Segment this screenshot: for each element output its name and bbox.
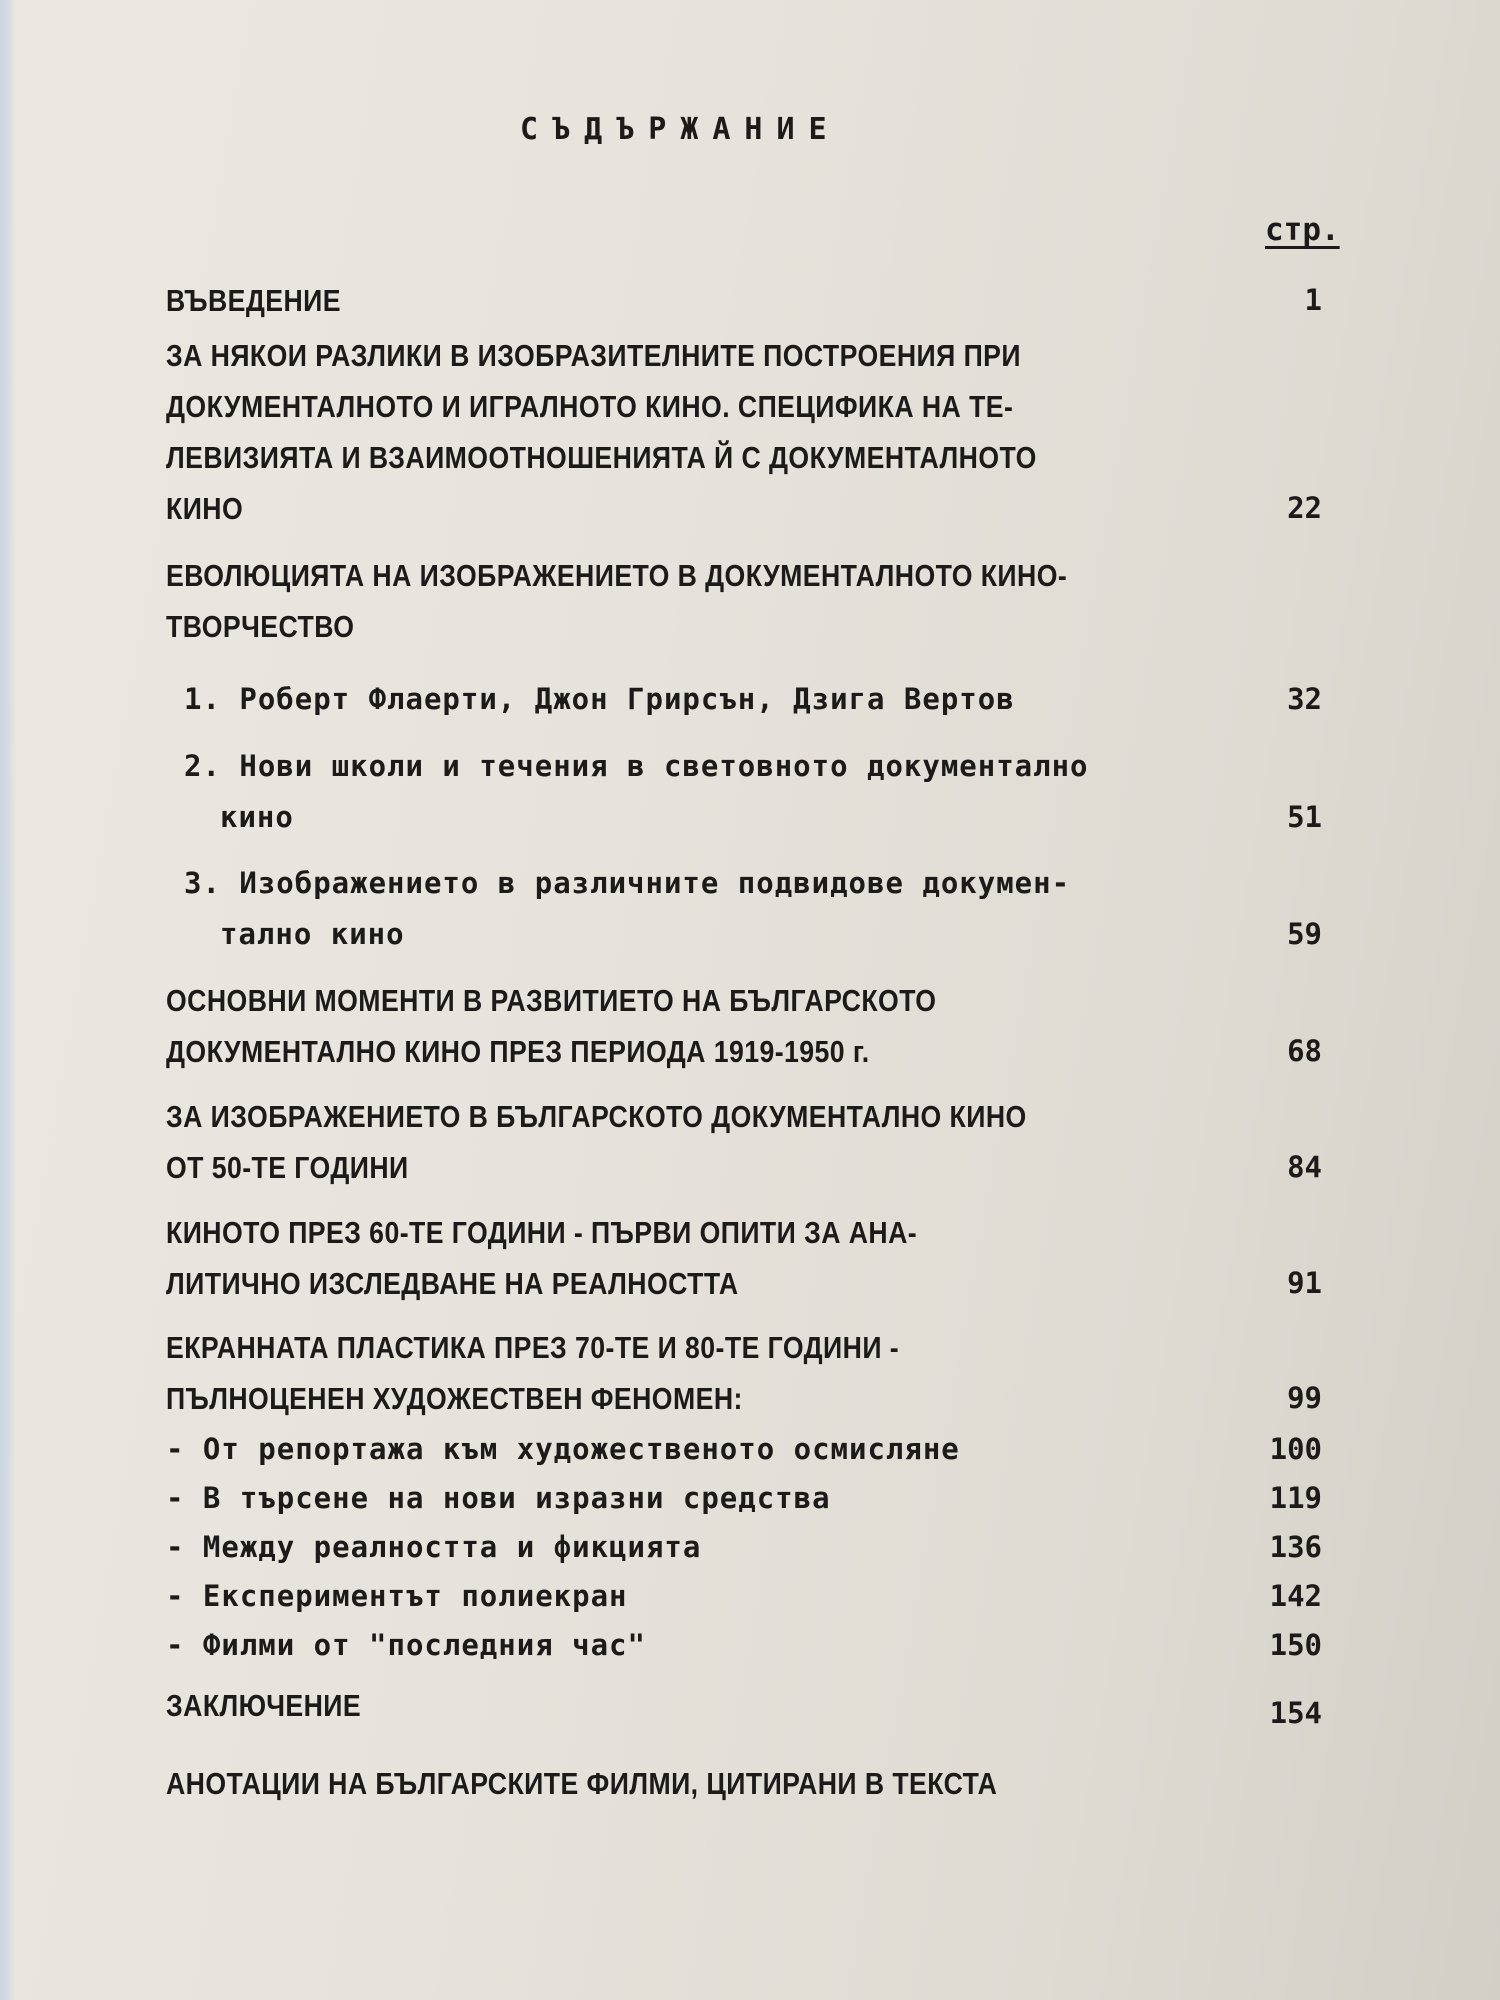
toc-entry-line: - От репортажа към художественото осмисляне [166,1432,960,1466]
toc-entry-line: ЕВОЛЮЦИЯТА НА ИЗОБРАЖЕНИЕТО В ДОКУМЕНТАЛНОТО КИНО- [166,558,1068,593]
toc-entry-line: КИНО [166,491,244,526]
toc-page-number: 100 [1269,1432,1322,1466]
toc-entry-line: ВЪВЕДЕНИЕ [166,283,341,318]
toc-entry-line: ПЪЛНОЦЕНЕН ХУДОЖЕСТВЕН ФЕНОМЕН: [166,1381,743,1416]
toc-entry-line: ДОКУМЕНТАЛНОТО И ИГРАЛНОТО КИНО. СПЕЦИФИКА НА ТЕ- [166,389,1014,424]
toc-dash-item [166,1425,1156,1474]
toc-entry-evolution [166,550,1156,652]
toc-page-number: 136 [1269,1530,1322,1564]
toc-entry-line: ТВОРЧЕСТВО [166,609,355,644]
toc-entry-line: - Между реалността и фикцията [166,1530,702,1564]
toc-subentry-3 [184,858,1174,960]
toc-page-number: 59 [1287,917,1322,951]
toc-subentry-1 [184,674,1174,725]
toc-dash-item [166,1621,1156,1670]
toc-entry-line: - Експериментът полиекран [166,1579,628,1613]
toc-page-number: 84 [1287,1150,1322,1184]
toc-entry-line: ЛЕВИЗИЯТА И ВЗАИМООТНОШЕНИЯТА Й С ДОКУМЕНТАЛНОТО [166,440,1037,475]
toc-entry-introduction [166,275,1156,326]
toc-page-number: 68 [1287,1034,1322,1068]
toc-entry-line: 3. Изображението в различните подвидове докумен- [184,866,1071,900]
toc-entry-line: ЗАКЛЮЧЕНИЕ [166,1688,362,1723]
toc-entry-line: - В търсене на нови изразни средства [166,1481,831,1515]
toc-entry-line: ЛИТИЧНО ИЗСЛЕДВАНЕ НА РЕАЛНОСТТА [166,1266,739,1301]
toc-entry-sixties [166,1207,1156,1309]
page-title: СЪДЪРЖАНИЕ [520,112,841,147]
toc-page-number: 51 [1287,800,1322,834]
toc-entry-line: АНОТАЦИИ НА БЪЛГАРСКИТЕ ФИЛМИ, ЦИТИРАНИ В ТЕКСТА [166,1766,998,1801]
toc-entry-line: ЗА НЯКОИ РАЗЛИКИ В ИЗОБРАЗИТЕЛНИТЕ ПОСТРОЕНИЯ ПРИ [166,338,1021,373]
toc-entry-main-moments [166,975,1156,1077]
toc-page-number: 99 [1287,1381,1322,1415]
toc-entry-differences [166,330,1156,534]
toc-entry-line: ОТ 50-ТЕ ГОДИНИ [166,1150,409,1185]
toc-entry-annotations [166,1758,1156,1809]
toc-entry-line: ДОКУМЕНТАЛНО КИНО ПРЕЗ ПЕРИОДА 1919-1950 г. [166,1034,870,1069]
toc-page-number: 22 [1287,491,1322,525]
toc-entry-line: 2. Нови школи и течения в световното документално [184,749,1089,783]
page-column-label: стр. [1265,212,1340,248]
toc-entry-line: кино [220,800,294,834]
toc-dash-item [166,1572,1156,1621]
toc-entry-seventies-eighties [166,1322,1156,1424]
toc-entry-conclusion [166,1680,1156,1731]
toc-entry-line: - Филми от "последния час" [166,1628,646,1662]
page-edge [0,0,16,2000]
toc-page-number: 91 [1287,1266,1322,1300]
toc-page-number: 154 [1269,1696,1322,1730]
toc-entry-line: ЗА ИЗОБРАЖЕНИЕТО В БЪЛГАРСКОТО ДОКУМЕНТАЛНО КИНО [166,1099,1027,1134]
toc-entry-line: ОСНОВНИ МОМЕНТИ В РАЗВИТИЕТО НА БЪЛГАРСКОТО [166,983,937,1018]
toc-subentry-2 [184,741,1174,843]
toc-entry-line: ЕКРАННАТА ПЛАСТИКА ПРЕЗ 70-ТЕ И 80-ТЕ ГОДИНИ - [166,1330,900,1365]
toc-page-number: 32 [1287,682,1322,716]
toc-entry-line: 1. Роберт Флаерти, Джон Грирсън, Дзига Вертов [184,682,1015,716]
toc-dash-item [166,1523,1156,1572]
toc-page-number: 150 [1269,1628,1322,1662]
toc-entry-fifties [166,1091,1156,1193]
toc-dash-item [166,1474,1156,1523]
toc-page-number: 142 [1269,1579,1322,1613]
toc-entry-line: тално кино [220,917,405,951]
toc-page-number: 1 [1304,283,1322,317]
toc-page-number: 119 [1269,1481,1322,1515]
toc-entry-line: КИНОТО ПРЕЗ 60-ТЕ ГОДИНИ - ПЪРВИ ОПИТИ ЗА АНА- [166,1215,918,1250]
